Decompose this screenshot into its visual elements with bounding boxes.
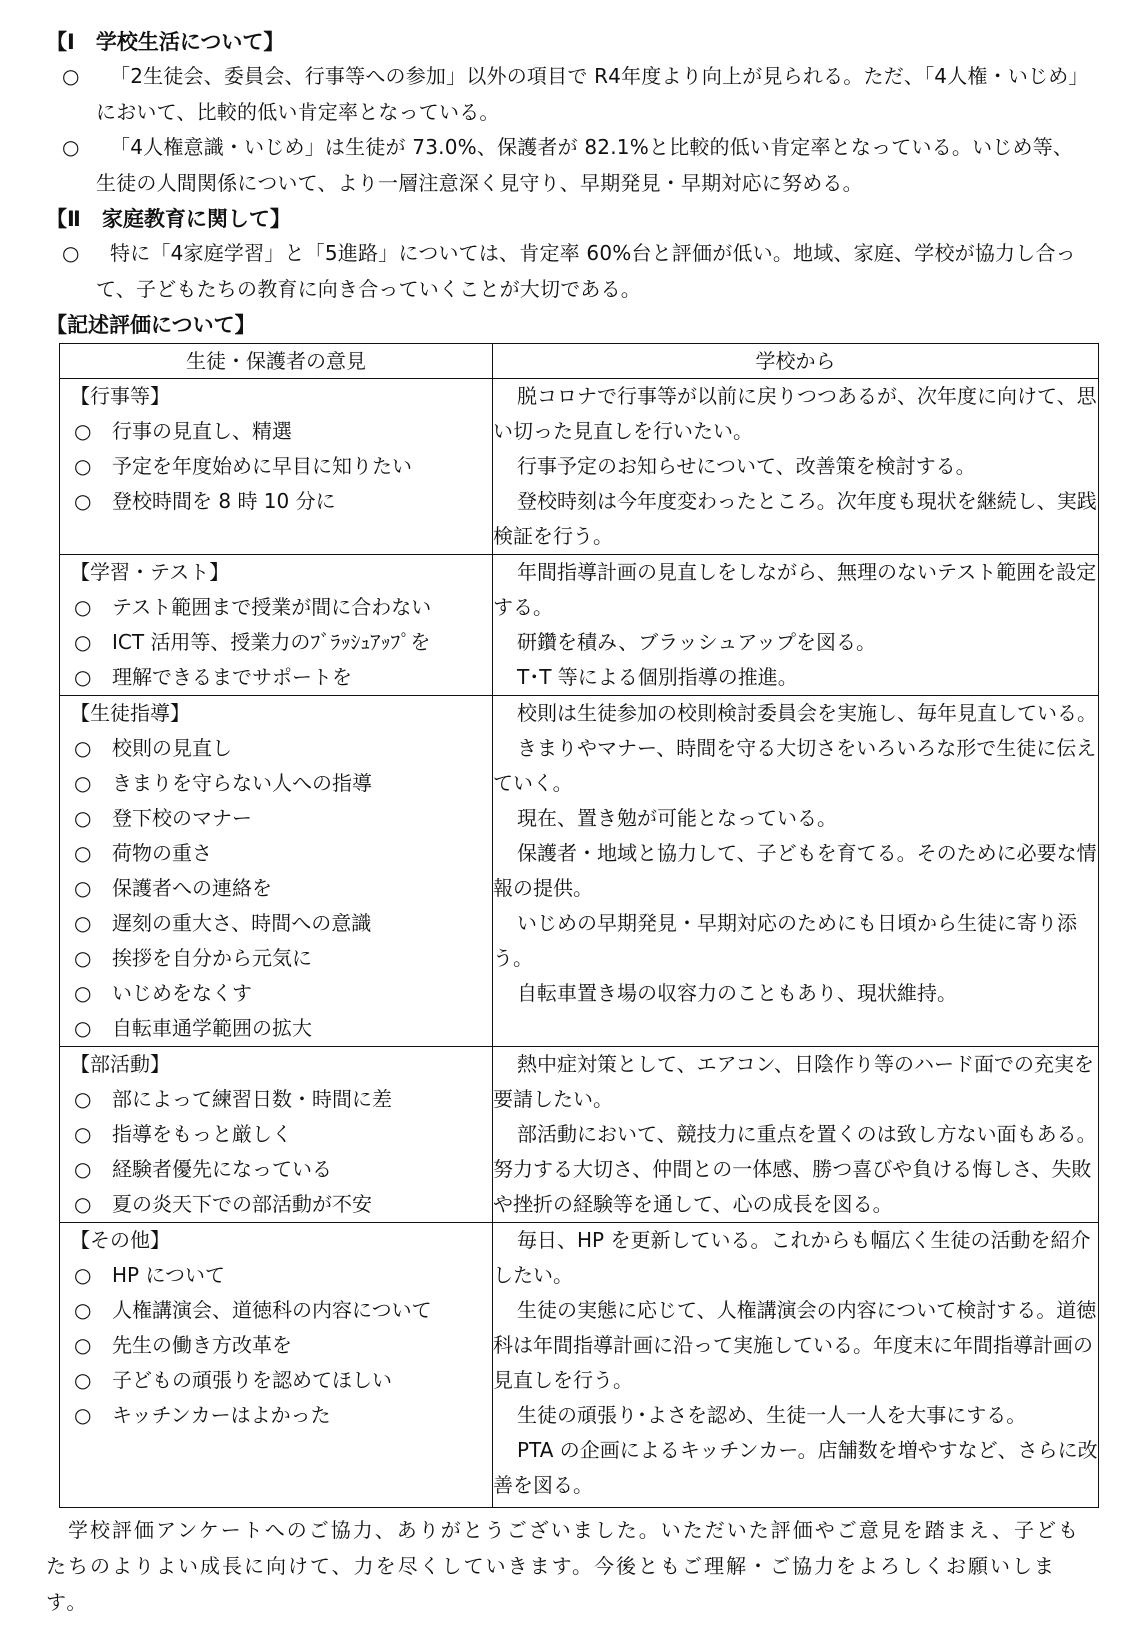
response-paragraph: 部活動において、競技力に重点を置くのは致し方ない面もある。努力する大切さ、仲間との一体感、勝つ喜びや負ける悔しさ、失敗や挫折の経験等を通して、心の成長を図る。 — [493, 1122, 1097, 1216]
opinion-item — [60, 449, 492, 484]
opinion-text: HP について — [112, 1263, 226, 1287]
opinion-item — [60, 1117, 492, 1152]
response-paragraph: 登校時刻は今年度変わったところ。次年度も現状を継続し、実践検証を行う。 — [493, 489, 1097, 548]
response-paragraph: いじめの早期発見・早期対応のためにも日頃から生徒に寄り添う。 — [493, 911, 1077, 970]
bullet-text: 「2生徒会、委員会、行事等への参加」以外の項目で R4年度より向上が見られる。ただ、「4人権・いじめ」において、比較的低い肯定率となっている。 — [96, 64, 1089, 124]
table-row — [60, 379, 1099, 555]
opinion-text: 先生の働き方改革を — [112, 1333, 292, 1357]
circle-bullet-icon: ○ — [74, 981, 92, 1005]
opinion-text: 人権講演会、道徳科の内容について — [112, 1298, 432, 1322]
table-row — [60, 555, 1099, 696]
opinion-item — [60, 590, 492, 625]
circle-bullet-icon: ○ — [74, 1368, 92, 1392]
opinion-text: 指導をもっと厳しく — [112, 1122, 292, 1146]
circle-bullet-icon: ○ — [62, 135, 80, 159]
opinion-item — [60, 1011, 492, 1046]
opinion-text: テスト範囲まで授業が間に合わない — [112, 595, 432, 619]
response-cell — [493, 1223, 1099, 1508]
circle-bullet-icon: ○ — [74, 1263, 92, 1287]
category-label: 【部活動】 — [70, 1052, 170, 1076]
opinion-text: 理解できるまでサポートを — [112, 665, 352, 689]
column-header-school-response: 学校から — [493, 344, 1099, 379]
table-header-row — [60, 344, 1099, 379]
response-paragraph: 脱コロナで行事等が以前に戻りつつあるが、次年度に向けて、思い切った見直しを行いたい。 — [493, 384, 1097, 443]
opinion-item — [60, 871, 492, 906]
opinion-item — [60, 731, 492, 766]
circle-bullet-icon: ○ — [74, 1298, 92, 1322]
bullet-text: 「4人権意識・いじめ」は生徒が 73.0%、保護者が 82.1%と比較的低い肯定率となっている。いじめ等、生徒の人間関係について、より一層注意深く見守り、早期発見・早期対応に努める。 — [96, 135, 1074, 195]
opinion-text: 登下校のマナー — [112, 806, 252, 830]
opinion-text: きまりを守らない人への指導 — [112, 771, 372, 795]
category-label: 【その他】 — [70, 1228, 170, 1252]
table-row — [60, 696, 1099, 1047]
circle-bullet-icon: ○ — [74, 736, 92, 760]
response-paragraph: 行事予定のお知らせについて、改善策を検討する。 — [517, 454, 976, 478]
circle-bullet-icon: ○ — [74, 946, 92, 970]
circle-bullet-icon: ○ — [74, 876, 92, 900]
circle-bullet-icon: ○ — [74, 630, 92, 654]
response-paragraph: PTA の企画によるキッチンカー。店舗数を増やすなど、さらに改善を図る。 — [493, 1438, 1098, 1497]
category-label: 【学習・テスト】 — [70, 560, 230, 584]
section-heading-home-education: 【Ⅱ 家庭教育に関して】 — [46, 207, 291, 231]
circle-bullet-icon: ○ — [74, 771, 92, 795]
response-cell — [493, 379, 1099, 555]
circle-bullet-icon: ○ — [74, 595, 92, 619]
opinion-text: 保護者への連絡を — [112, 876, 272, 900]
opinions-cell — [60, 1223, 493, 1508]
opinion-text: ICT 活用等、授業力のﾌﾞﾗｯｼｭｱｯﾌﾟを — [112, 630, 431, 654]
opinion-item — [60, 1363, 492, 1398]
circle-bullet-icon: ○ — [74, 841, 92, 865]
opinion-item — [60, 976, 492, 1011]
section-school-life — [46, 26, 1101, 201]
circle-bullet-icon: ○ — [74, 1192, 92, 1216]
response-paragraph: 現在、置き勉が可能となっている。 — [517, 806, 837, 830]
section-home-education — [46, 203, 1101, 307]
opinion-text: 行事の見直し、精選 — [112, 419, 292, 443]
evaluation-table — [59, 343, 1099, 1508]
response-paragraph: 校則は生徒参加の校則検討委員会を実施し、毎年見直している。 — [517, 701, 1097, 725]
response-paragraph: 生徒の実態に応じて、人権講演会の内容について検討する。道徳科は年間指導計画に沿って実施している。年度末に年間指導計画の見直しを行う。 — [493, 1298, 1097, 1392]
bullet-item — [46, 236, 1101, 307]
opinion-text: 経験者優先になっている — [112, 1157, 332, 1181]
section-heading-written-evaluation: 【記述評価について】 — [46, 313, 256, 337]
opinion-text: 挨拶を自分から元気に — [112, 946, 312, 970]
opinion-text: キッチンカーはよかった — [112, 1403, 331, 1427]
circle-bullet-icon: ○ — [74, 1016, 92, 1040]
category-label: 【行事等】 — [70, 384, 170, 408]
opinion-item — [60, 1293, 492, 1328]
opinion-item — [60, 1398, 492, 1433]
opinion-item — [60, 660, 492, 695]
circle-bullet-icon: ○ — [62, 64, 80, 88]
circle-bullet-icon: ○ — [74, 419, 92, 443]
section-heading-school-life: 【Ⅰ 学校生活について】 — [46, 30, 285, 54]
table-row — [60, 1223, 1099, 1508]
opinion-item — [60, 625, 492, 660]
opinion-item — [60, 1328, 492, 1363]
opinion-item — [60, 941, 492, 976]
response-paragraph: 保護者・地域と協力して、子どもを育てる。そのために必要な情報の提供。 — [493, 841, 1097, 900]
response-cell — [493, 696, 1099, 1047]
circle-bullet-icon: ○ — [74, 806, 92, 830]
opinion-text: いじめをなくす — [112, 981, 252, 1005]
opinion-text: 荷物の重さ — [112, 841, 212, 865]
circle-bullet-icon: ○ — [74, 1087, 92, 1111]
cell-spacer — [493, 1503, 1098, 1507]
opinion-item — [60, 484, 492, 519]
circle-bullet-icon: ○ — [74, 1403, 92, 1427]
circle-bullet-icon: ○ — [74, 454, 92, 478]
opinion-item — [60, 836, 492, 871]
circle-bullet-icon: ○ — [74, 1333, 92, 1357]
circle-bullet-icon: ○ — [62, 241, 80, 265]
circle-bullet-icon: ○ — [74, 911, 92, 935]
bullet-item — [46, 130, 1101, 201]
category-label: 【生徒指導】 — [70, 701, 190, 725]
circle-bullet-icon: ○ — [74, 1122, 92, 1146]
opinion-text: 校則の見直し — [112, 736, 232, 760]
response-paragraph: 生徒の頑張り･よさを認め、生徒一人一人を大事にする。 — [517, 1403, 1027, 1427]
bullet-text: 特に「4家庭学習」と「5進路」については、肯定率 60%台と評価が低い。地域、家庭、学校が協力し合って、子どもたちの教育に向き合っていくことが大切である。 — [96, 241, 1076, 301]
opinion-text: 子どもの頑張りを認めてほしい — [112, 1368, 392, 1392]
response-paragraph: 自転車置き場の収容力のこともあり、現状維持。 — [517, 981, 957, 1005]
response-paragraph: 年間指導計画の見直しをしながら、無理のないテスト範囲を設定する。 — [493, 560, 1097, 619]
opinion-item — [60, 1187, 492, 1222]
closing-message: 学校評価アンケートへのご協力、ありがとうございました。いただいた評価やご意見を踏まえ、子どもたちのよりよい成長に向けて、力を尽くしていきます。今後ともご理解・ご協力をよろしくお願いします。 — [46, 1518, 1080, 1614]
circle-bullet-icon: ○ — [74, 489, 92, 513]
circle-bullet-icon: ○ — [74, 665, 92, 689]
opinions-cell — [60, 555, 493, 696]
opinion-item — [60, 1258, 492, 1293]
response-cell — [493, 1047, 1099, 1223]
table-row — [60, 1047, 1099, 1223]
opinion-text: 遅刻の重大さ、時間への意識 — [112, 911, 372, 935]
response-paragraph: T･T 等による個別指導の推進。 — [517, 665, 798, 689]
opinion-item — [60, 766, 492, 801]
response-paragraph: 研鑽を積み、ブラッシュアップを図る。 — [517, 630, 876, 654]
bullet-item — [46, 59, 1101, 130]
opinion-item — [60, 906, 492, 941]
response-paragraph: 熱中症対策として、エアコン、日陰作り等のハード面での充実を要請したい。 — [493, 1052, 1094, 1111]
opinions-cell — [60, 1047, 493, 1223]
opinion-text: 予定を年度始めに早目に知りたい — [112, 454, 412, 478]
circle-bullet-icon: ○ — [74, 1157, 92, 1181]
opinion-item — [60, 1152, 492, 1187]
response-cell — [493, 555, 1099, 696]
opinion-text: 自転車通学範囲の拡大 — [112, 1016, 312, 1040]
opinion-item — [60, 801, 492, 836]
response-paragraph: きまりやマナー、時間を守る大切さをいろいろな形で生徒に伝えていく。 — [493, 736, 1097, 795]
opinion-text: 夏の炎天下での部活動が不安 — [112, 1192, 372, 1216]
opinions-cell — [60, 379, 493, 555]
opinion-item — [60, 1082, 492, 1117]
response-paragraph: 毎日、HP を更新している。これからも幅広く生徒の活動を紹介したい。 — [493, 1228, 1091, 1287]
column-header-opinions: 生徒・保護者の意見 — [60, 344, 493, 379]
opinions-cell — [60, 696, 493, 1047]
opinion-text: 部によって練習日数・時間に差 — [112, 1087, 392, 1111]
opinion-item — [60, 414, 492, 449]
opinion-text: 登校時間を 8 時 10 分に — [112, 489, 336, 513]
